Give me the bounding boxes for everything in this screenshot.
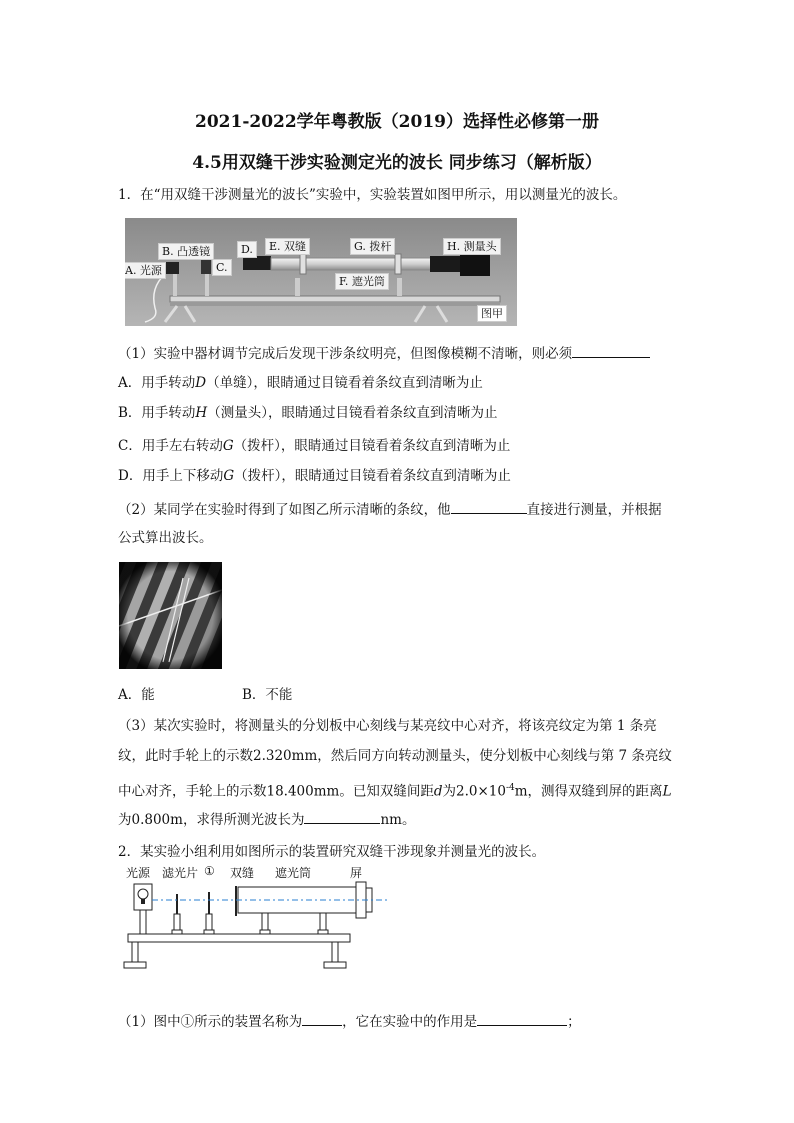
option-a-var: D: [195, 375, 207, 391]
q1-stem: 1．在“用双缝干涉测量光的波长”实验中，实验装置如图甲所示，用以测量光的波长。: [118, 187, 627, 203]
q1-part2: [118, 499, 662, 519]
q1-option-d[interactable]: [118, 467, 511, 485]
label-src: 光源: [126, 866, 151, 880]
q1-option-a[interactable]: [118, 374, 483, 392]
q2-part1: [118, 1011, 581, 1031]
q2-stem: 2．某实验小组利用如图所示的装置研究双缝干涉现象并测量光的波长。: [118, 844, 546, 860]
label-double-slit: E. 双缝: [265, 238, 310, 255]
figure-apparatus-diagram: [120, 864, 400, 974]
answer-blank[interactable]: [302, 1011, 342, 1026]
option-b-prefix: B．用手转动: [118, 405, 196, 421]
q1-answer-a[interactable]: A．能: [118, 687, 155, 703]
q1-part3-l4-b: nm。: [380, 812, 416, 828]
q1-part3-line3: [118, 779, 672, 801]
option-d-suffix: （拨杆），眼睛通过目镜看着条纹直到清晰为止: [234, 468, 511, 484]
q1-answer-b[interactable]: B．不能: [242, 687, 293, 703]
q1-option-c[interactable]: [118, 437, 510, 455]
answer-blank[interactable]: [451, 499, 527, 514]
label-light-source: A. 光源: [125, 262, 166, 279]
q1-part3-line1: （3）某次实验时，将测量头的分划板中心刻线与某亮纹中心对齐，将该亮纹定为第 1 条亮: [118, 718, 657, 734]
label-convex-lens: B. 凸透镜: [158, 243, 214, 260]
exponent: -4: [505, 783, 515, 793]
document-title: 2021-2022学年粤教版（2019）选择性必修第一册: [195, 112, 599, 132]
q1-part3-line4: [118, 809, 415, 829]
figure-fringe-image: [119, 562, 222, 669]
label-light-tube: 遮光筒: [275, 866, 312, 880]
answer-blank[interactable]: [572, 343, 650, 358]
option-c-var: G: [222, 438, 234, 454]
label-c: C.: [212, 259, 232, 276]
q2-part1-text-b: ，它在实验中的作用是: [342, 1014, 478, 1030]
option-b-var: H: [195, 405, 208, 421]
q2-part1-text-c: ；: [567, 1014, 581, 1030]
q1-part3-l3-c: m，测得双缝到屏的距离: [514, 783, 663, 800]
document-subtitle: 4.5用双缝干涉实验测定光的波长 同步练习（解析版）: [192, 153, 602, 173]
q2-part1-text-a: （1）图中①所示的装置名称为: [118, 1014, 303, 1030]
option-d-var: G: [223, 468, 235, 484]
label-d: D.: [237, 241, 257, 258]
q1-part2-text-b: 直接进行测量，并根据: [526, 502, 662, 518]
label-double-slit: 双缝: [230, 866, 255, 880]
var-d: d: [433, 783, 443, 800]
q1-part3-l4-a: 为0.800m，求得所测光波长为: [118, 812, 305, 828]
answer-blank[interactable]: [477, 1011, 567, 1026]
q1-part2-text-a: （2）某同学在实验时得到了如图乙所示清晰的条纹，他: [118, 502, 451, 518]
q1-part3-l3-b: 为2.0×10: [442, 783, 506, 800]
option-c-prefix: C．用手左右转动: [118, 438, 223, 454]
label-light-tube: F. 遮光筒: [335, 273, 389, 290]
option-b-suffix: （测量头），眼睛通过目镜看着条纹直到清晰为止: [207, 405, 498, 421]
option-a-prefix: A．用手转动: [118, 375, 196, 391]
q1-part1-text: （1）实验中器材调节完成后发现干涉条纹明亮，但图像模糊不清晰，则必须: [118, 346, 573, 362]
q1-part2-cont: 公式算出波长。: [118, 530, 213, 546]
q1-option-b[interactable]: [118, 404, 497, 422]
label-circle-1: ①: [204, 864, 215, 878]
q1-part3-line2: 纹，此时手轮上的示数2.320mm，然后同方向转动测量头，使分划板中心刻线与第 7 条亮纹: [118, 748, 672, 764]
answer-blank[interactable]: [304, 809, 380, 824]
label-measuring-head: H. 测量头: [443, 238, 501, 255]
option-a-suffix: （单缝），眼睛通过目镜看着条纹直到清晰为止: [206, 375, 483, 391]
label-lever: G. 拨杆: [350, 238, 395, 255]
option-d-prefix: D．用手上下移动: [118, 468, 224, 484]
option-c-suffix: （拨杆），眼睛通过目镜看着条纹直到清晰为止: [233, 438, 511, 454]
label-filter: 滤光片: [162, 866, 199, 880]
q1-part3-l3-a: 中心对齐，手轮上的示数18.400mm。已知双缝间距: [118, 783, 434, 800]
label-screen: 屏: [350, 866, 363, 880]
q1-part1: [118, 343, 650, 363]
figure-caption-jia: 图甲: [477, 305, 507, 322]
fringe-pattern: [119, 562, 222, 669]
apparatus-illustration: [125, 218, 517, 326]
var-L: L: [662, 783, 672, 800]
figure-apparatus-photo: [125, 218, 517, 326]
